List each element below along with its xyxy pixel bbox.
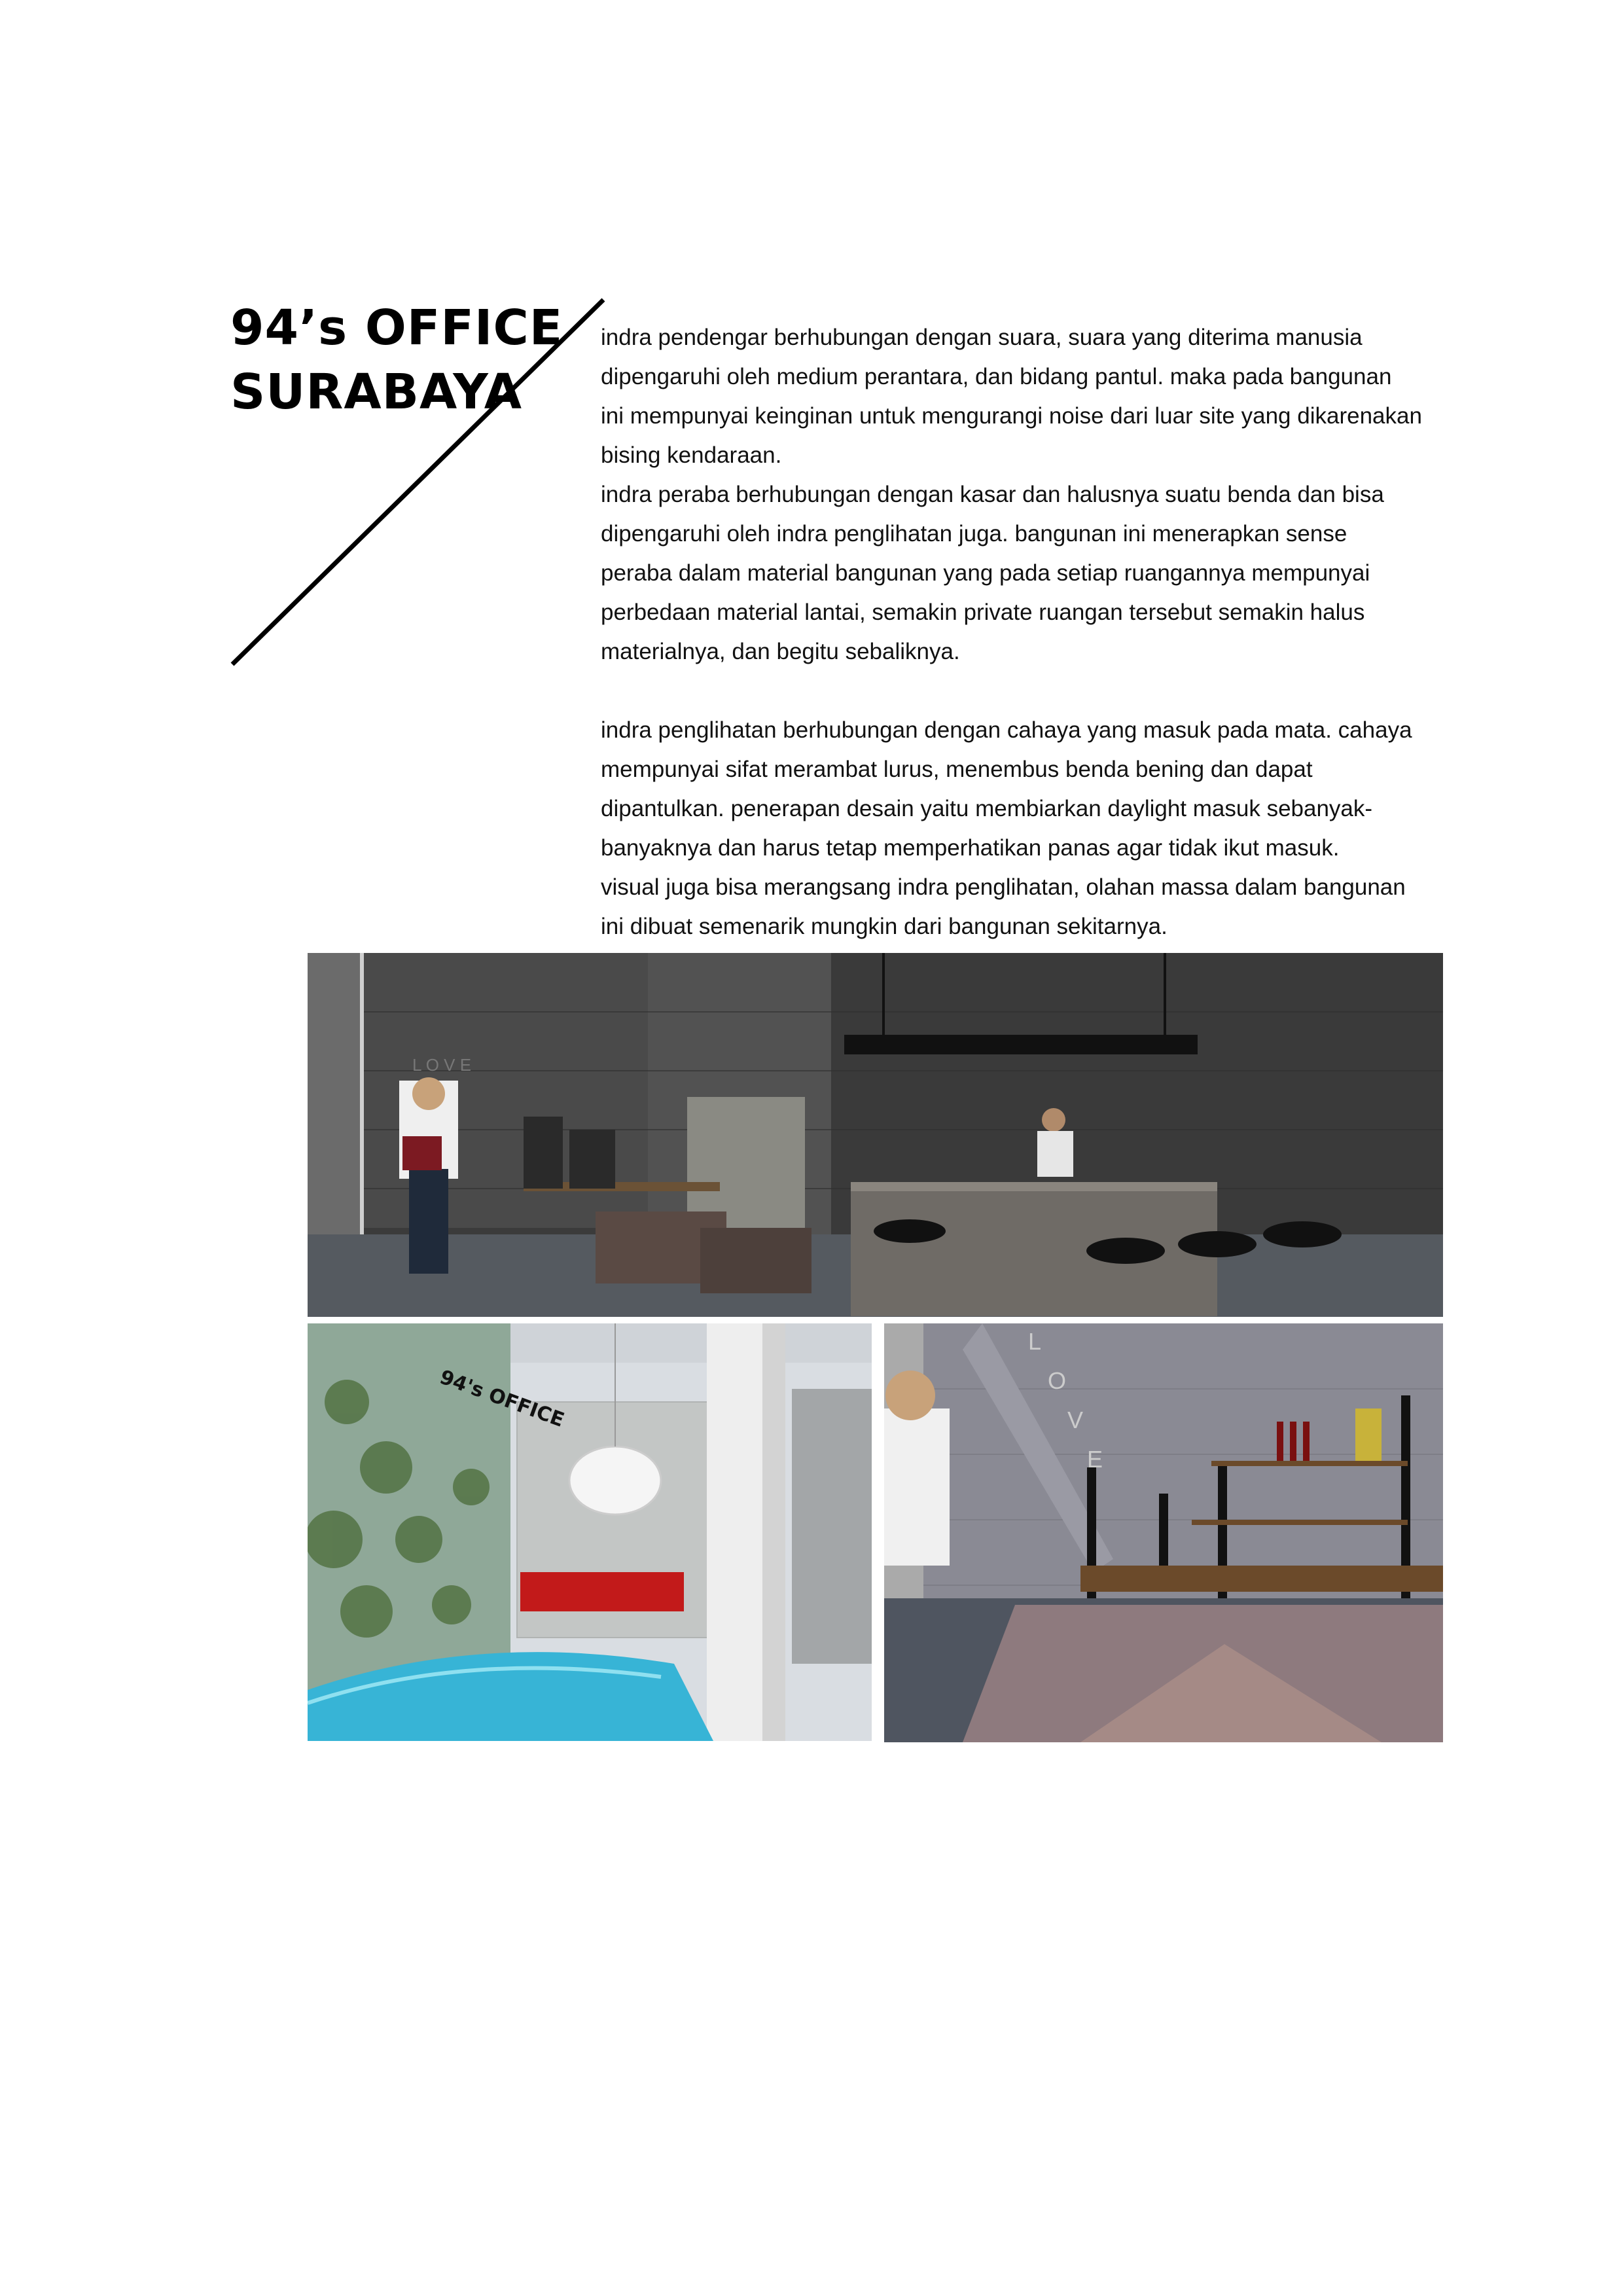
lounge-signage-v: V [1067,1407,1084,1433]
lounge-signage-o: O [1048,1367,1067,1394]
paragraph-hearing-touch: indra pendengar berhubungan dengan suara, suara yang diterima manusia dipengaruhi oleh medium perantara, dan bidang pantul. maka pada bangunan ini mempunyai keinginan untuk mengurangi noise dari luar site yang dikarenakan bising kendaraan. indra peraba berhubungan dengan kasar dan halusnya suatu benda dan bisa dipengaruhi oleh indra penglihatan juga. bangunan ini menerapkan sense peraba dalam material bangunan yang pada setiap ruangannya mempunyai perbedaan material lantai, semakin private ruangan tersebut semakin halus materialnya, dan begitu sebaliknya. [601,325,1422,664]
lounge-signage-e: E [1087,1446,1103,1473]
bar-signage: L O V E [412,1055,472,1075]
lounge-signage-l: L [1028,1328,1042,1355]
body-text [601,318,1465,946]
render-pool-atrium [308,1323,872,1741]
title-line-1: 94’s OFFICE [230,300,563,356]
render-lounge [884,1323,1443,1742]
diagonal-divider [229,295,609,668]
render-bar-interior [308,953,1443,1317]
paragraph-sight: indra penglihatan berhubungan dengan cahaya yang masuk pada mata. cahaya mempunyai sifat merambat lurus, menembus benda bening dan dapat dipantulkan. penerapan desain yaitu membiarkan daylight masuk sebanyak- banyaknya dan harus tetap memperhatikan panas agar tidak ikut masuk. visual juga bisa merangsang indra penglihatan, olahan massa dalam bangunan ini dibuat semenarik mungkin dari bangunan sekitarnya. [601,717,1412,939]
title-line-2: SURABAYA [230,364,523,420]
pool-signage: 94's OFFICE [437,1365,567,1432]
